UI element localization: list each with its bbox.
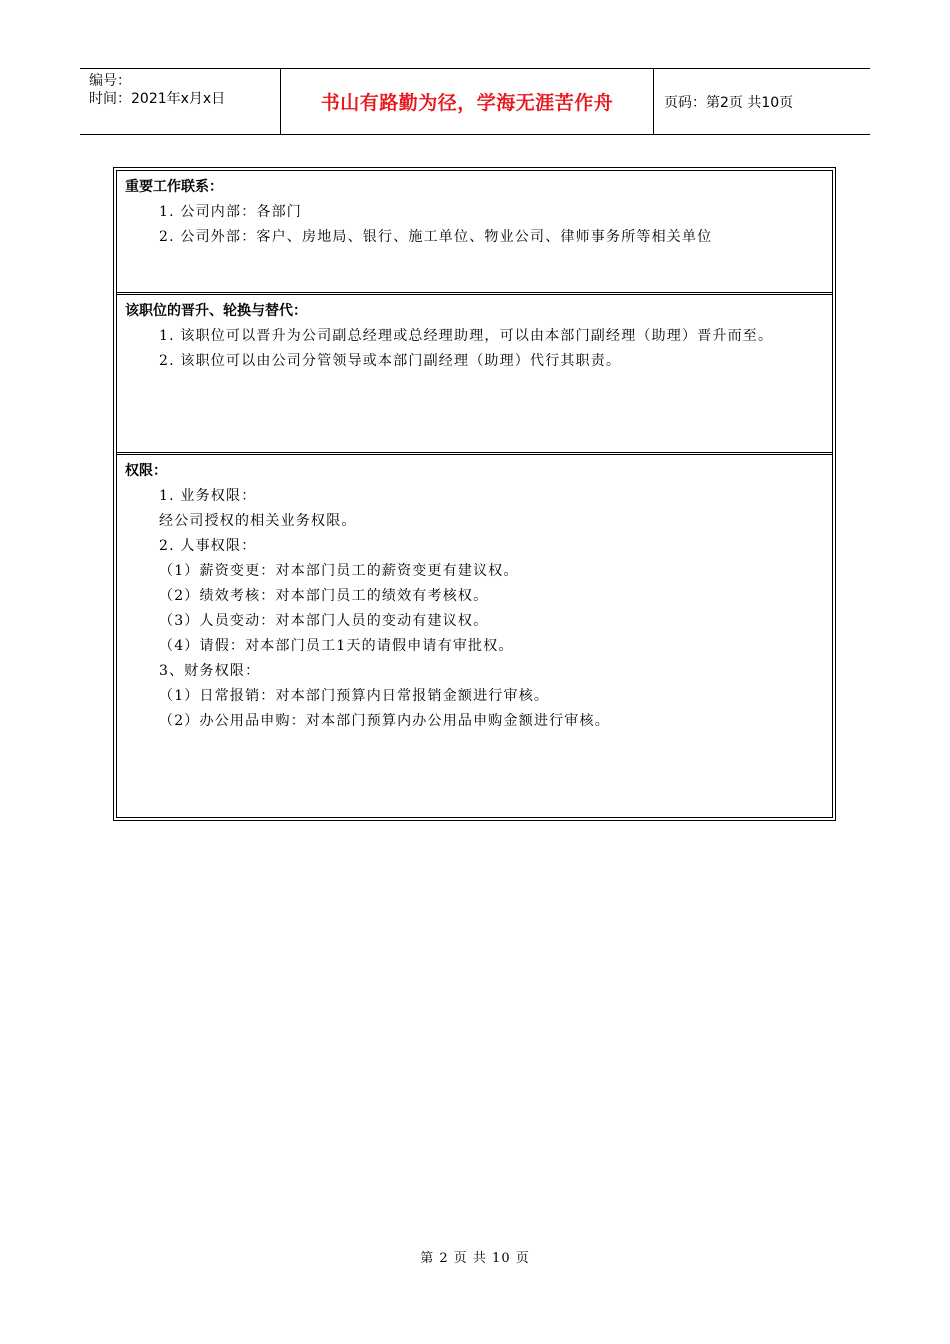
list-item: 经公司授权的相关业务权限。 [159,513,357,529]
list-item: （1）薪资变更：对本部门员工的薪资变更有建议权。 [159,563,519,579]
job-description-table [113,167,836,821]
list-item: （2）绩效考核：对本部门员工的绩效有考核权。 [159,588,489,604]
section-title: 重要工作联系： [125,179,223,195]
footer-page-number: 第 2 页 共 10 页 [420,1251,530,1266]
list-item: （2）办公用品申购：对本部门预算内办公用品申购金额进行审核。 [159,713,610,729]
section-work-relations [117,171,832,292]
list-item: 3、财务权限： [159,663,261,679]
document-time-label: 时间：2021年x月x日 [89,91,226,107]
list-item: （1）日常报销：对本部门预算内日常报销金额进行审核。 [159,688,550,704]
motto-text: 书山有路勤为径，学海无涯苦作舟 [320,92,614,114]
list-item: 1. 业务权限： [159,488,257,504]
page-footer [0,1247,950,1266]
header-motto [281,69,654,134]
list-item: 1. 公司内部：各部门 [159,204,303,220]
header-page-info [654,69,870,134]
list-item: （3）人员变动：对本部门人员的变动有建议权。 [159,613,489,629]
list-item: 2. 公司外部：客户、房地局、银行、施工单位、物业公司、律师事务所等相关单位 [159,229,713,245]
table-body [116,170,833,818]
section-promotion [117,292,832,452]
list-item: 2. 该职位可以由公司分管领导或本部门副经理（助理）代行其职责。 [159,353,622,369]
page-info-text: 页码：第2页 共10页 [664,94,794,111]
list-item: （4）请假：对本部门员工1天的请假申请有审批权。 [159,638,514,654]
list-item: 1. 该职位可以晋升为公司副总经理或总经理助理，可以由本部门副经理（助理）晋升而至。 [159,328,774,344]
list-item: 2. 人事权限： [159,538,257,554]
header-meta [80,69,281,134]
page-header [80,68,870,135]
section-authority [117,452,832,819]
section-title: 权限： [125,463,167,479]
document-number-label: 编号： [89,73,131,89]
section-title: 该职位的晋升、轮换与替代： [125,303,307,319]
